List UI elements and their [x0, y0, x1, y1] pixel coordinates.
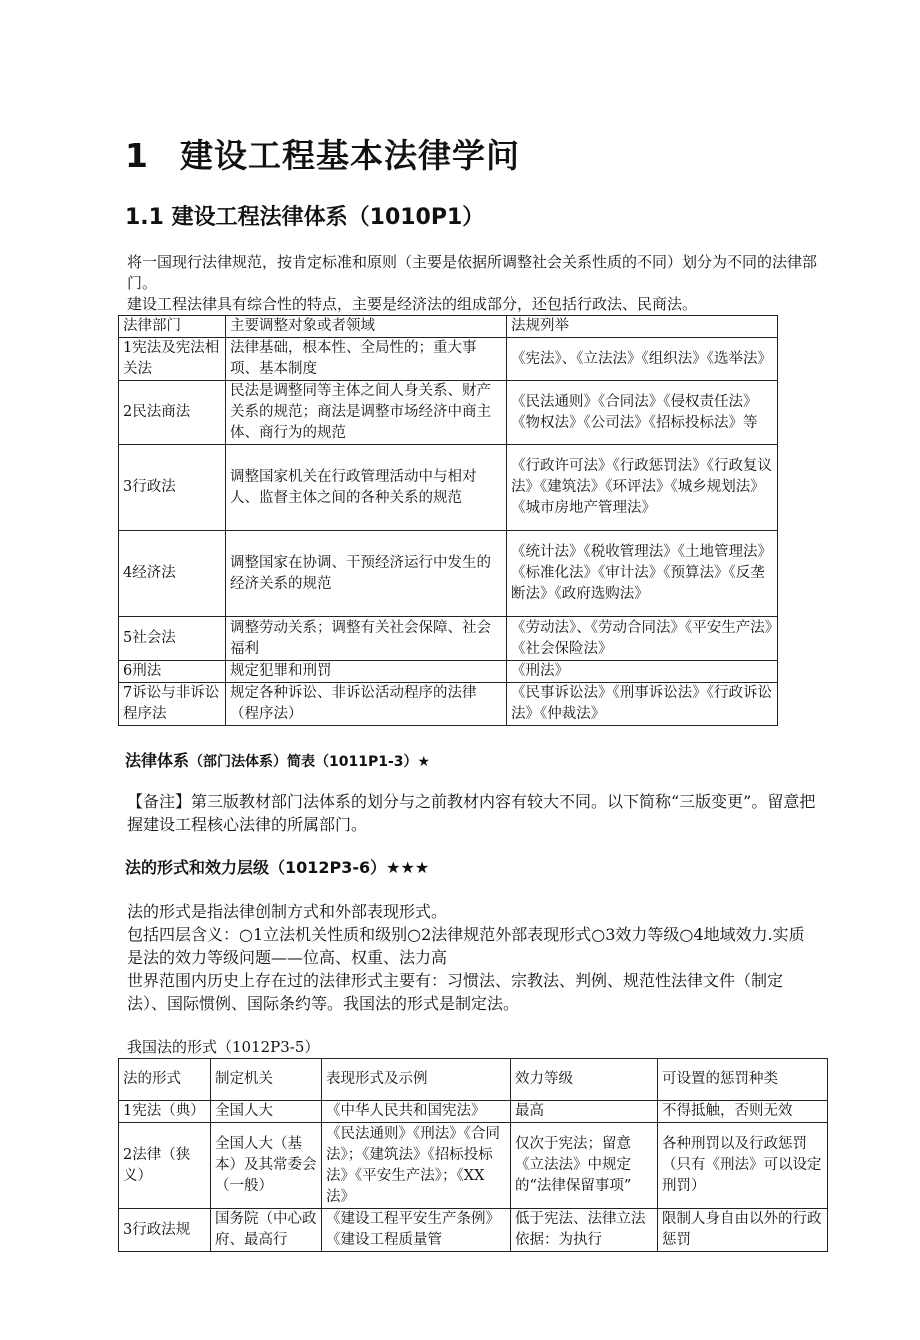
table-row: 3行政法 调整国家机关在行政管理活动中与相对人、监督主体之间的各种关系的规范 《行政许可法》《行政惩罚法》《行政复议法》《建筑法》《环评法》《城乡规划法》《城市房地产管理法》: [119, 445, 778, 531]
table-header-row: 法的形式 制定机关 表现形式及示例 效力等级 可设置的惩罚种类: [119, 1059, 828, 1101]
legal-system-table: [118, 315, 778, 726]
law-forms-paragraph-1: 法的形式是指法律创制方式和外部表现形式。: [127, 902, 448, 921]
table-row: 2民法商法 民法是调整同等主体之间人身关系、财产关系的规范；商法是调整市场经济中商主体、商行为的规范 《民法通则》《合同法》《侵权责任法》《物权法》《公司法》《招标投标法》等: [119, 381, 778, 445]
table-header-row: 法律部门 主要调整对象或者领域 法规列举: [119, 316, 778, 338]
intro-paragraph-2: 建设工程法律具有综合性的特点，主要是经济法的组成部分，还包括行政法、民商法。: [127, 295, 698, 313]
table-row: 2法律（狭义） 全国人大（基本）及其常委会（一般） 《民法通则》《刑法》《合同法》；《建筑法》《招标投标法》《平安生产法》；《XX法》 仅次于宪法；留意《立法法》中规定的“法律保留事项” 各种刑罚以及行政惩罚（只有《刑法》可以设定刑罚）: [119, 1123, 828, 1209]
chapter-title: 1 建设工程基本法律学问: [125, 136, 520, 175]
law-forms-table: [118, 1058, 828, 1252]
table-row: 3行政法规 国务院（中心政府、最高行 《建设工程平安生产条例》《建设工程质量管 低于宪法、法律立法依据：为执行 限制人身自由以外的行政惩罚: [119, 1209, 828, 1252]
table-row: 5社会法 调整劳动关系；调整有关社会保障、社会福利 《劳动法》、《劳动合同法》《平安生产法》《社会保险法》: [119, 617, 778, 661]
intro-paragraph-1: 将一国现行法律规范，按肯定标准和原则（主要是依据所调整社会关系性质的不同）划分为不同的法律部门。: [127, 253, 818, 292]
section-title: 1.1 建设工程法律体系（1010P1）: [125, 205, 485, 230]
table-row: 1宪法及宪法相关法 法律基础，根本性、全局性的；重大事项、基本制度 《宪法》、《立法法》《组织法》《选举法》: [119, 338, 778, 381]
law-forms-paragraph-3: 世界范围内历史上存在过的法律形式主要有：习惯法、宗教法、判例、规范性法律文件（制定法）、国际惯例、国际条约等。我国法的形式是制定法。: [127, 971, 784, 1013]
table-row: 6刑法 规定犯罪和刑罚 《刑法》: [119, 661, 778, 683]
law-forms-paragraph-2: 包括四层含义：○1立法机关性质和级别○2法律规范外部表现形式○3效力等级○4地域效力.实质是法的效力等级问题——位高、权重、法力高: [127, 925, 805, 967]
table-row: 1宪法（典） 全国人大 《中华人民共和国宪法》 最高 不得抵触，否则无效: [119, 1101, 828, 1123]
table-row: 4经济法 调整国家在协调、干预经济运行中发生的经济关系的规范 《统计法》《税收管理法》《土地管理法》《标准化法》《审计法》《预算法》《反垄断法》《政府选购法》: [119, 531, 778, 617]
table-row: 7诉讼与非诉讼程序法 规定各种诉讼、非诉讼活动程序的法律（程序法） 《民事诉讼法》《刑事诉讼法》《行政诉讼法》《仲裁法》: [119, 683, 778, 726]
legal-system-heading: 法律体系（部门法体系）简表（1011P1-3）★: [125, 751, 431, 770]
note-paragraph: 【备注】第三版教材部门法体系的划分与之前教材内容有较大不同。以下简称“三版变更”。留意把握建设工程核心法律的所属部门。: [127, 792, 816, 834]
table-caption: 我国法的形式（1012P3-5）: [127, 1038, 320, 1056]
law-forms-heading: 法的形式和效力层级（1012P3-6）★★★: [125, 858, 430, 877]
